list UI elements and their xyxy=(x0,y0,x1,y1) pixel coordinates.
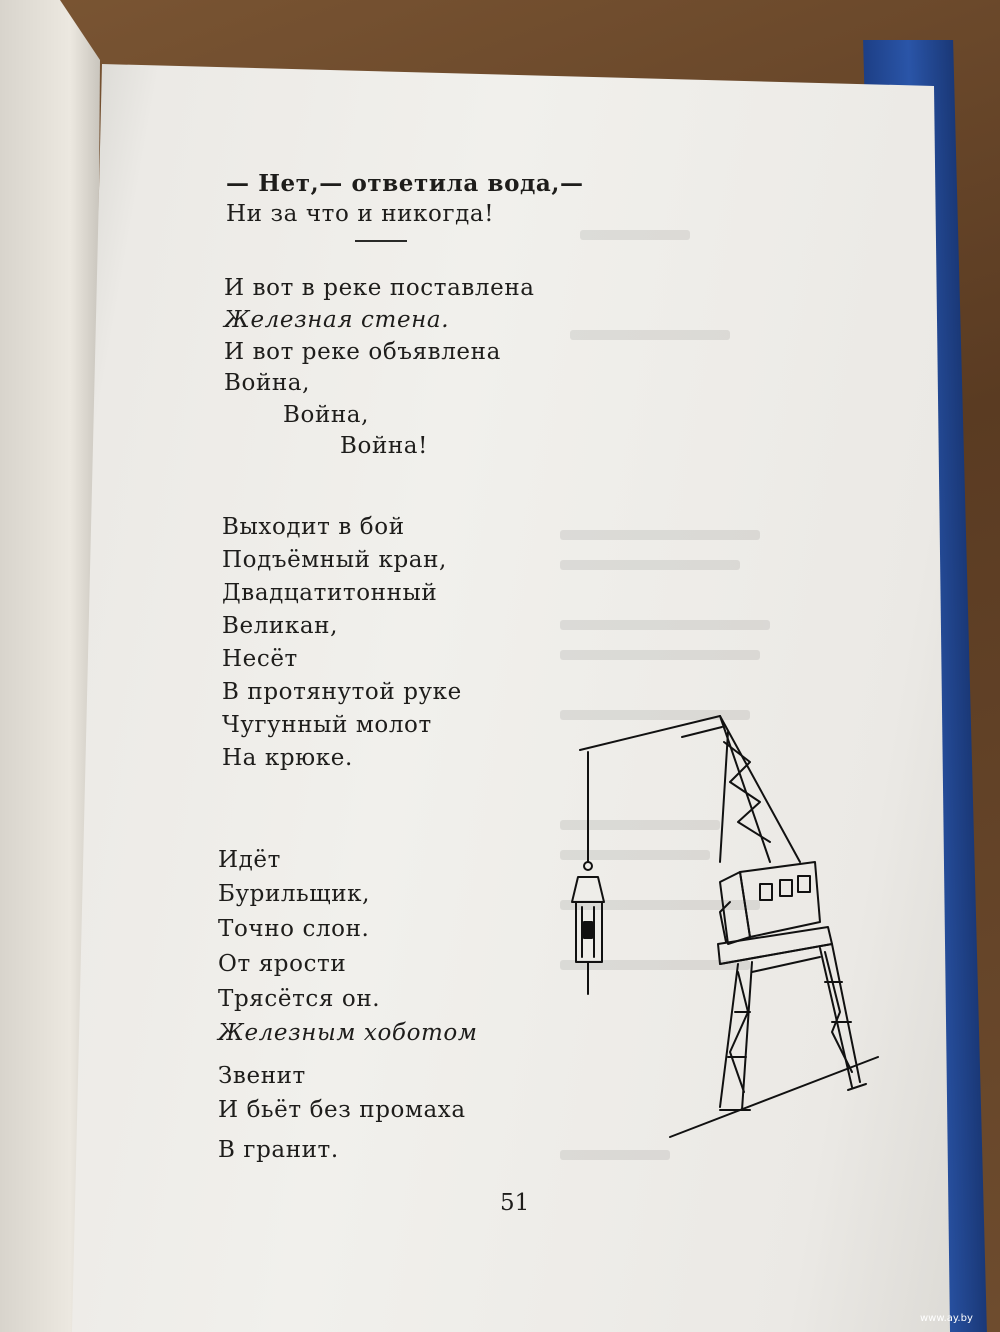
page-number: 51 xyxy=(500,1190,530,1216)
poem-line: Чугунный молот xyxy=(222,712,432,738)
poem-line: Несёт xyxy=(222,646,298,672)
poem-line: Трясётся он. xyxy=(218,986,381,1012)
poem-line: Железная стена. xyxy=(224,307,450,333)
poem-line: В протянутой руке xyxy=(222,679,462,705)
poem-line: Война! xyxy=(340,433,428,459)
poem-line: Великан, xyxy=(222,613,338,639)
poem-line: И вот в реке поставлена xyxy=(224,275,535,301)
poem-line: В гранит. xyxy=(218,1137,339,1163)
poem-line: От ярости xyxy=(218,951,347,977)
watermark: www.ay.by xyxy=(920,1313,973,1324)
poem-line: Бурильщик, xyxy=(218,881,371,907)
poem-line: Железным хоботом xyxy=(218,1020,478,1046)
poem-line: Выходит в бой xyxy=(222,514,405,540)
poem-line: На крюке. xyxy=(222,745,353,771)
poem-line: И бьёт без промаха xyxy=(218,1097,466,1123)
section-divider xyxy=(355,240,407,242)
poem-line: Война, xyxy=(283,402,370,428)
poem-line: Ни за что и никогда! xyxy=(226,201,495,227)
poem-line: Подъёмный кран, xyxy=(222,547,447,573)
poem-line: Идёт xyxy=(218,847,281,873)
poem-line: Звенит xyxy=(218,1063,306,1089)
poem-line: И вот реке объявлена xyxy=(224,339,501,365)
crane-illustration-icon xyxy=(570,712,880,1142)
poem-line: Двадцатитонный xyxy=(222,580,438,606)
poem-line: Точно слон. xyxy=(218,916,370,942)
poem-line: — Нет,— ответила вода,— xyxy=(226,170,584,197)
poem-line: Война, xyxy=(224,370,311,396)
